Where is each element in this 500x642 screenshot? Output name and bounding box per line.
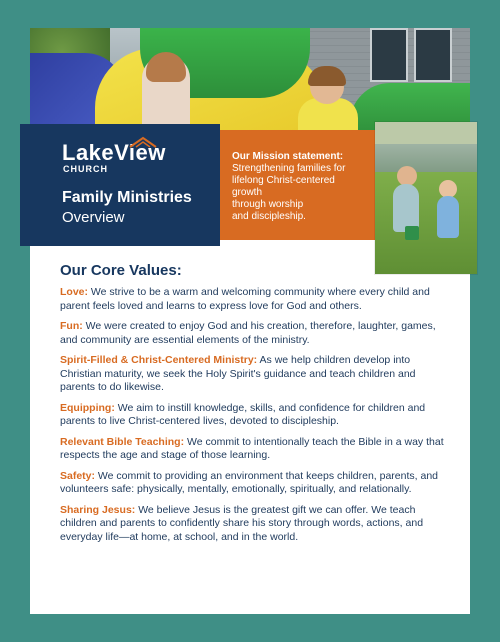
value-label: Sharing Jesus:	[60, 503, 136, 516]
child-figure	[393, 184, 419, 232]
value-text: We believe Jesus is the greatest gift we can offer. We teach children and parents to confidently share his story through words, actions, and everyday life—at home, at school, and in the world.	[60, 503, 424, 543]
value-fun	[60, 320, 452, 347]
logo-text: LakeView	[62, 140, 166, 165]
value-text: We commit to intentionally teach the Bible in a way that respects the age and stage of those learning.	[60, 435, 444, 461]
value-text: We commit to providing an environment that keeps children, parents, and volunteers safe: physically, mentally, emotionally, spiritually, and relationally.	[60, 469, 439, 495]
logo-subtext: CHURCH	[63, 164, 108, 174]
value-spirit-filled	[60, 354, 452, 395]
mission-statement-box	[220, 130, 375, 240]
page-title: Family Ministries	[62, 189, 192, 206]
child-head	[397, 166, 417, 186]
fence	[375, 144, 477, 174]
mission-body: Strengthening families for lifelong Christ-centered growth through worship and discipleship.	[232, 163, 346, 222]
grass	[375, 172, 477, 274]
value-text: As we help children develop into Christian maturity, we seek the Holy Spirit's guidance and teach children and parents to do likewise.	[60, 354, 416, 393]
title-panel	[20, 124, 220, 246]
value-sharing-jesus	[60, 504, 452, 545]
value-bible-teaching	[60, 436, 452, 463]
core-values-section	[60, 262, 452, 551]
roof-icon	[128, 136, 158, 148]
value-label: Fun:	[60, 320, 83, 332]
mission-heading: Our Mission statement:	[232, 151, 344, 162]
page-subtitle: Overview	[62, 209, 125, 226]
value-text: We were created to enjoy God and his creation, therefore, laughter, games, and community are essential elements of the ministry.	[60, 320, 436, 346]
value-safety	[60, 470, 452, 497]
bucket	[405, 226, 419, 240]
window	[414, 28, 452, 82]
child-figure	[437, 196, 459, 238]
church-logo	[62, 142, 166, 174]
value-text: We strive to be a warm and welcoming community where every child and parent feels loved and learns to express love for God and others.	[60, 286, 430, 312]
value-label: Equipping:	[60, 401, 115, 414]
core-values-heading: Our Core Values:	[60, 262, 182, 279]
value-label: Relevant Bible Teaching:	[60, 435, 185, 448]
value-text: We aim to instill knowledge, skills, and confidence for children and parents to live Christ-centered lives, devoted to discipleship.	[60, 401, 426, 427]
value-label: Spirit-Filled & Christ-Centered Ministry:	[60, 354, 258, 366]
value-label: Love:	[60, 286, 89, 298]
window	[370, 28, 408, 82]
children-photo	[375, 122, 477, 274]
value-label: Safety:	[60, 469, 96, 482]
value-equipping	[60, 402, 452, 429]
value-love	[60, 286, 452, 313]
